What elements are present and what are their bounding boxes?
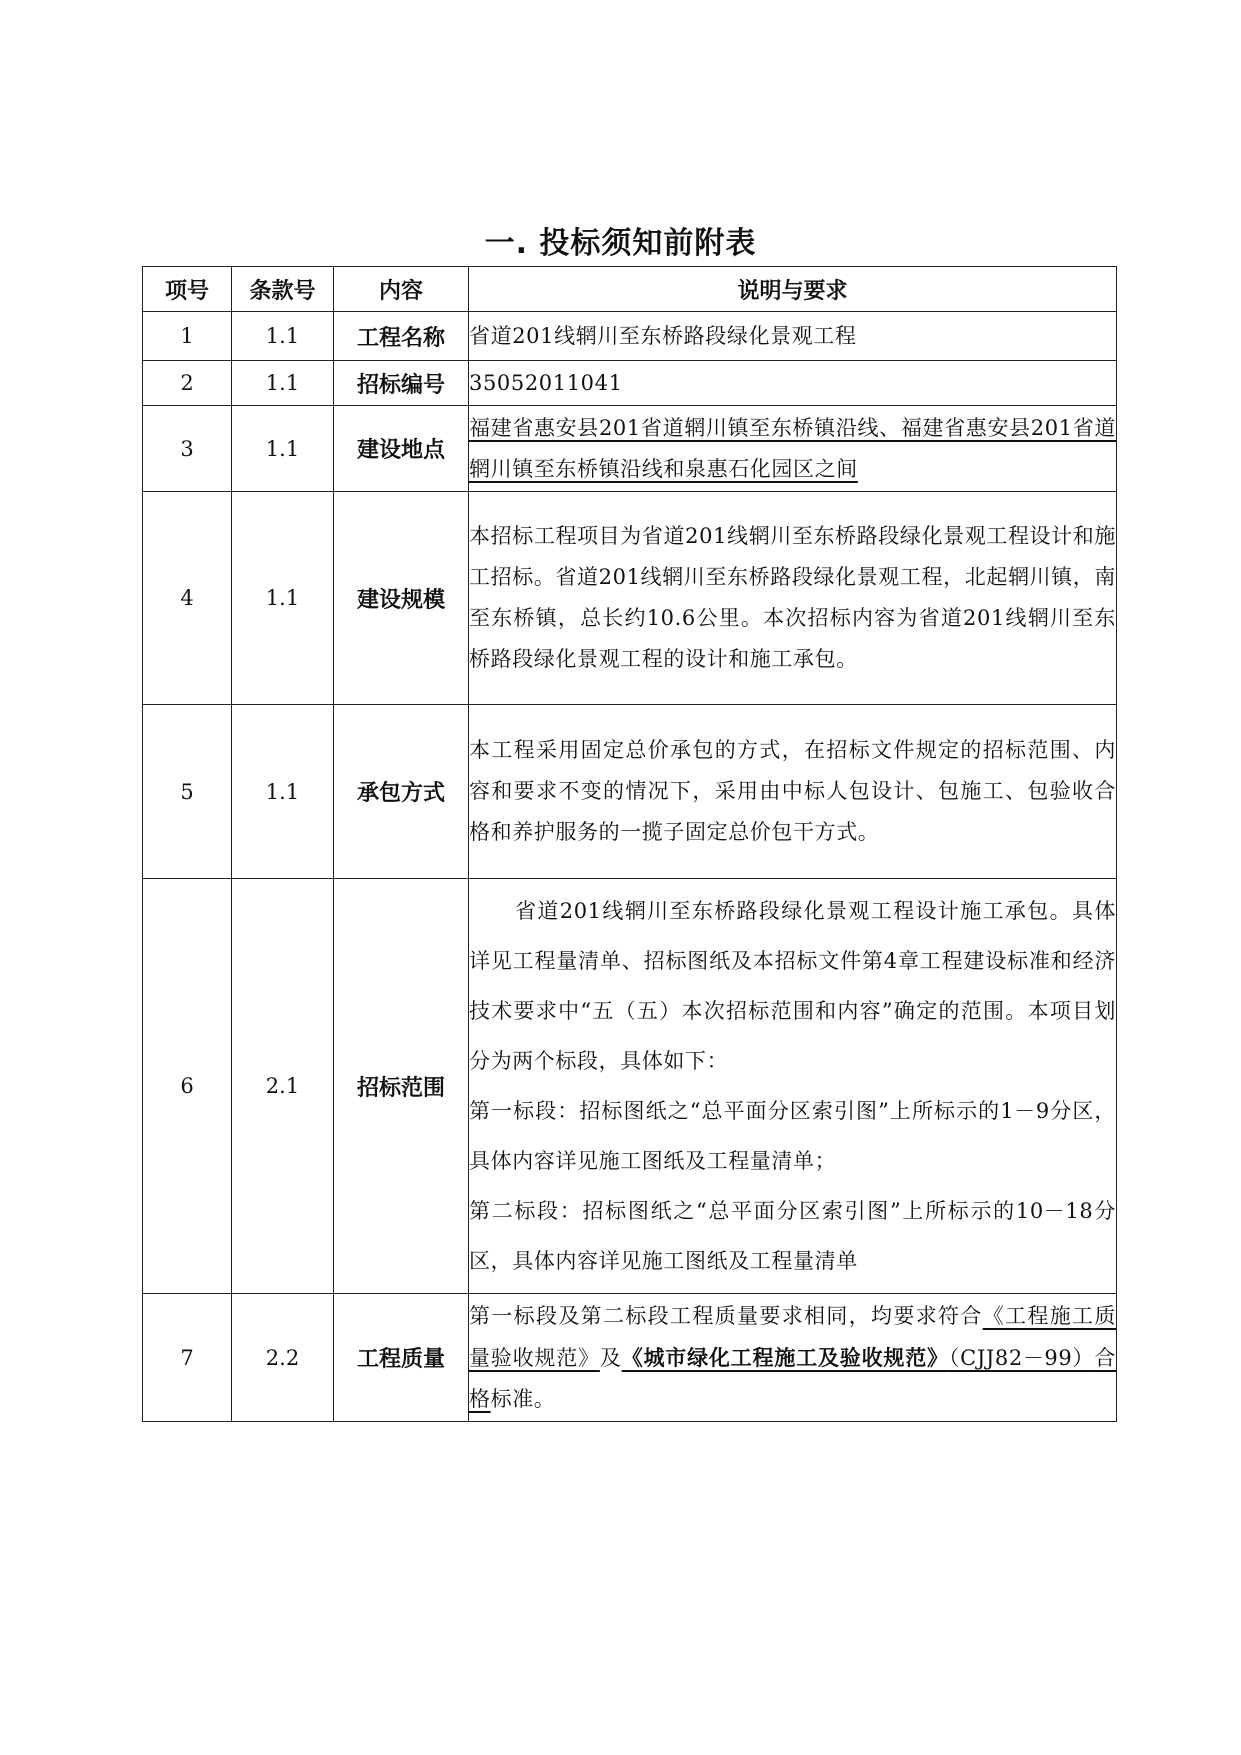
tender-front-table [142,266,1117,1422]
quality-join: 及 [599,1345,622,1370]
quality-tail: 标准。 [490,1386,556,1411]
table-row [143,406,1117,492]
row-topic: 建设规模 [334,492,469,705]
row-topic: 工程质量 [334,1294,469,1422]
row-description: 本工程采用固定总价承包的方式，在招标文件规定的招标范围、内容和要求不变的情况下，采用由中标人包设计、包施工、包验收合格和养护服务的一揽子固定总价包干方式。 [469,705,1117,879]
scope-paragraph: 省道201线辋川至东桥路段绿化景观工程设计施工承包。具体详见工程量清单、招标图纸及本招标文件第4章工程建设标准和经济技术要求中“五（五）本次招标范围和内容”确定的范围。本项目划分为两个标段，具体如下： [469,899,1116,1073]
row-item-no: 7 [143,1294,232,1422]
row-description [469,406,1117,492]
page-title: 一. 投标须知前附表 [484,226,757,261]
table-row [143,879,1117,1294]
row-clause-no: 1.1 [232,406,334,492]
row-topic: 工程名称 [334,312,469,361]
row-description: 35052011041 [469,361,1117,406]
quality-intro: 第一标段及第二标段工程质量要求相同，均要求符合 [469,1303,983,1328]
row-description: 省道201线辋川至东桥路段绿化景观工程 [469,312,1117,361]
header-clause-no: 条款号 [232,267,334,312]
row-clause-no: 2.1 [232,879,334,1294]
table-header-row [143,267,1117,312]
row-topic: 招标范围 [334,879,469,1294]
row-topic: 建设地点 [334,406,469,492]
row-clause-no: 2.2 [232,1294,334,1422]
row-description: 本招标工程项目为省道201线辋川至东桥路段绿化景观工程设计和施工招标。省道201线辋川至东桥路段绿化景观工程，北起辋川镇，南至东桥镇，总长约10.6公里。本次招标内容为省道201线辋川至东桥路段绿化景观工程的设计和施工承包。 [469,492,1117,705]
table-row [143,1294,1117,1422]
row-topic: 承包方式 [334,705,469,879]
table-row [143,312,1117,361]
row-description [469,1294,1117,1422]
header-item-no: 项号 [143,267,232,312]
row-clause-no: 1.1 [232,361,334,406]
quality-standard-1: 《工程施工质量验收规范》 [469,1303,1116,1370]
row-item-no: 6 [143,879,232,1294]
row-description [469,879,1117,1294]
header-description: 说明与要求 [469,267,1117,312]
quality-standard-code: （CJJ82－99） [948,1345,1095,1370]
row-clause-no: 1.1 [232,705,334,879]
row-item-no: 4 [143,492,232,705]
construction-site-text: 福建省惠安县201省道辋川镇至东桥镇沿线、福建省惠安县201省道辋川镇至东桥镇沿线和泉惠石化园区之间 [469,415,1116,481]
quality-grade: 合格 [469,1345,1116,1411]
lot-2-paragraph: 第二标段：招标图纸之“总平面分区索引图”上所标示的10－18分区，具体内容详见施工图纸及工程量清单 [469,1199,1116,1273]
row-clause-no: 1.1 [232,312,334,361]
row-item-no: 5 [143,705,232,879]
row-item-no: 3 [143,406,232,492]
row-topic: 招标编号 [334,361,469,406]
table-row [143,361,1117,406]
row-item-no: 2 [143,361,232,406]
table-row [143,705,1117,879]
row-clause-no: 1.1 [232,492,334,705]
header-content: 内容 [334,267,469,312]
quality-standard-2: 《城市绿化工程施工及验收规范》 [621,1344,949,1370]
row-item-no: 1 [143,312,232,361]
table-row [143,492,1117,705]
lot-1-paragraph: 第一标段：招标图纸之“总平面分区索引图”上所标示的1－9分区，具体内容详见施工图纸及工程量清单； [469,1099,1116,1173]
